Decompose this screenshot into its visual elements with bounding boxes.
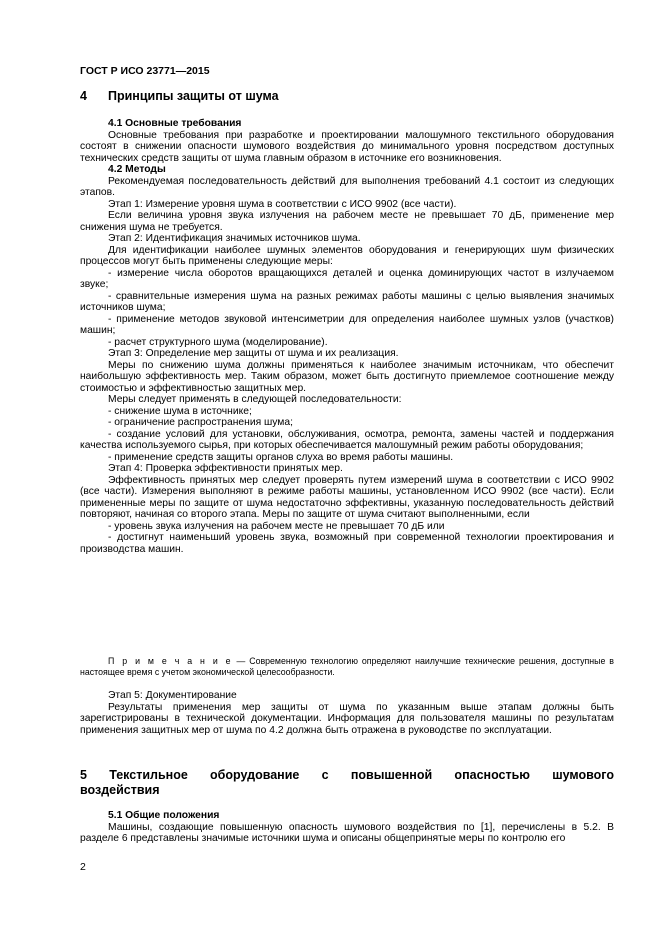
paragraph: Этап 4: Проверка эффективности принятых мер. <box>108 463 343 474</box>
paragraph: Этап 3: Определение мер защиты от шума и их реализация. <box>108 348 399 359</box>
section-4-heading <box>80 89 614 104</box>
paragraph: Результаты применения мер защиты от шума по указанным выше этапам должны быть зарегистрированы в технической документации. Информация для пользователя машины по результатам применения защитных мер от шума по 4.2 должна быть отражена в руководстве по эксплуатации. <box>80 701 614 736</box>
list-item: - создание условий для установки, обслуживания, осмотра, ремонта, замены частей и поддержания качества используемого сырья, при которых обеспечивается малошумный режим работы оборудования; <box>80 428 614 451</box>
paragraph: Этап 1: Измерение уровня шума в соответствии с ИСО 9902 (все части). <box>108 198 457 210</box>
list-item: - расчет структурного шума (моделирование). <box>108 336 328 348</box>
paragraph: Машины, создающие повышенную опасность шумового воздействия по [1], перечислены в 5.2. В разделе 6 представлены значимые источники шума и описаны общепринятые меры по контролю его <box>80 821 614 844</box>
subsection-5-1-heading: 5.1 Общие положения <box>108 810 220 821</box>
note <box>80 656 614 677</box>
paragraph: Основные требования при разработке и проектировании малошумного текстильного оборудования состоят в снижении опасности шумового воздействия до минимального уровня посредством доступных технических средств защиты от шума главным образом в источнике его возникновения. <box>80 129 614 164</box>
paragraph: Меры по снижению шума должны применяться к наиболее значимым источникам, что обеспечит наибольшую эффективность мер. Таким образом, может быть достигнуто приемлемое соотношение между стоимостью и эффективностью защитных мер. <box>80 359 614 394</box>
subsection-4-2-heading: 4.2 Методы <box>108 164 166 175</box>
paragraph: Если величина уровня звука излучения на рабочем месте не превышает 70 дБ, применение мер снижения шума не требуется. <box>80 210 614 233</box>
paragraph: Этап 2: Идентификация значимых источников шума. <box>108 233 361 244</box>
document-header: ГОСТ Р ИСО 23771—2015 <box>80 65 210 77</box>
section-number: 4 <box>80 89 87 103</box>
subsection-4-1-heading: 4.1 Основные требования <box>108 118 242 129</box>
paragraph: Для идентификации наиболее шумных элементов оборудования и генерирующих шум физических процессов могут быть применены следующие меры: <box>80 244 614 267</box>
page-number: 2 <box>80 861 86 873</box>
paragraph: Эффективность принятых мер следует проверять путем измерений шума в соответствии с ИСО 9902 (все части). Измерения выполняют в режиме работы машины, установленном ИСО 9902 (все части). Если примененные меры по защите от шума недостаточно эффективны, указанную последовательность действий повторяют, начиная со второго этапа. Меры по защите от шума считают выполненными, если <box>80 474 614 520</box>
paragraph: Этап 5: Документирование <box>108 690 237 701</box>
list-item: - применение средств защиты органов слуха во время работы машины. <box>108 451 454 463</box>
paragraph: Рекомендуемая последовательность действий для выполнения требований 4.1 состоит из следующих этапов. <box>80 175 614 198</box>
section-5-heading <box>80 768 614 798</box>
section-5-body <box>80 810 614 845</box>
list-item: - снижение шума в источнике; <box>108 405 252 417</box>
list-item: - измерение числа оборотов вращающихся деталей и оценка доминирующих частот в излучаемом звуке; <box>80 267 614 290</box>
list-item: - достигнут наименьший уровень звука, возможный при современной технологии проектирования и производства машин. <box>80 532 614 555</box>
note-text: — Современную технологию определяют наилучшие технические решения, доступные в настоящее время с учетом экономической целесообразности. <box>80 656 614 677</box>
list-item: - применение методов звуковой интенсиметрии для определения наиболее шумных узлов (участков) машин; <box>80 313 614 336</box>
list-item: - ограничение распространения шума; <box>108 417 293 428</box>
section-5-title-line: воздействия <box>80 783 160 797</box>
section-title: Принципы защиты от шума <box>108 89 279 103</box>
note-label: П р и м е ч а н и е <box>108 656 233 666</box>
paragraph: Меры следует применять в следующей последовательности: <box>108 394 402 405</box>
section-5-title-line: 5 Текстильное оборудование с повышенной опасностью шумового <box>80 768 614 782</box>
section-4-body <box>80 118 614 555</box>
list-item: - уровень звука излучения на рабочем месте не превышает 70 дБ или <box>108 520 445 532</box>
list-item: - сравнительные измерения шума на разных режимах работы машины с целью выявления значимых источников шума; <box>80 290 614 313</box>
stage-5-block <box>80 690 614 736</box>
